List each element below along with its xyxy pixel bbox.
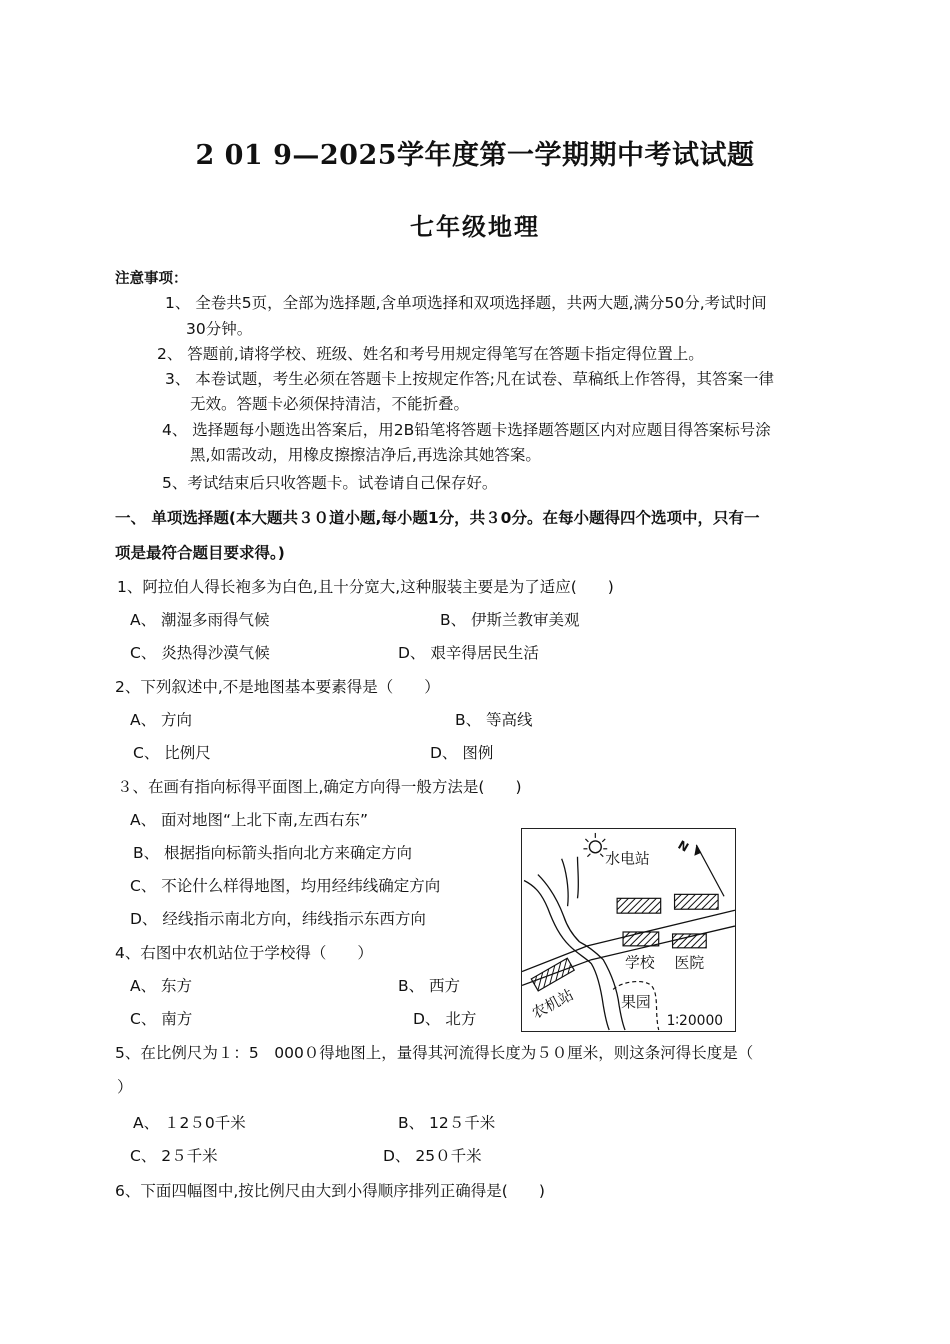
building — [617, 898, 661, 913]
exam-subtitle: 七年级地理 — [410, 212, 540, 241]
question-5-stem-cont: ） — [117, 1078, 133, 1096]
notice-item-5: 5、考试结束后只收答题卡。试卷请自己保存好。 — [162, 474, 498, 492]
notice-item-1-cont: 30分钟。 — [186, 320, 253, 338]
exam-title: 2 01 9—2025学年度第一学期期中考试试题 — [195, 140, 755, 171]
notice-item-1: 1、 全卷共5页，全部为选择题,含单项选择和双项选择题，共两大题,满分50分,考试时间 — [165, 294, 767, 312]
question-2-option-a: A、 方向 — [130, 711, 193, 729]
question-4-option-a: A、 东方 — [130, 977, 193, 995]
question-2-option-d: D、 图例 — [430, 744, 494, 762]
school-building — [623, 932, 659, 946]
hospital-building — [673, 934, 707, 948]
farm-station-label: 农机站 — [528, 985, 577, 1023]
building — [675, 894, 719, 909]
question-4-option-c: C、 南方 — [130, 1010, 193, 1028]
notice-item-3-cont: 无效。答题卡必须保持清洁，不能折叠。 — [190, 395, 470, 413]
scale-label: 1∶20000 — [666, 1013, 724, 1030]
school-area-map — [521, 828, 736, 1032]
question-1-stem: 1、阿拉伯人得长袍多为白色,且十分宽大,这种服装主要是为了适应( ) — [117, 578, 614, 596]
question-5-stem: 5、在比例尺为１：5 000０得地图上，量得其河流得长度为５０厘米，则这条河得长度是（ — [115, 1044, 754, 1062]
question-4-option-b: B、 西方 — [398, 977, 461, 995]
question-5-option-b: B、 12５千米 — [398, 1114, 496, 1132]
question-2-stem: 2、下列叙述中,不是地图基本要素得是（ ） — [115, 678, 440, 696]
question-4-option-d: D、 北方 — [413, 1010, 477, 1028]
question-2-option-b: B、 等高线 — [455, 711, 533, 729]
question-3-option-c: C、 不论什么样得地图，均用经纬线确定方向 — [130, 877, 441, 895]
school-label: 学校 — [625, 953, 655, 972]
question-1-option-d: D、 艰辛得居民生活 — [398, 644, 539, 662]
question-1-option-b: B、 伊斯兰教审美观 — [440, 611, 580, 629]
question-3-option-a: A、 面对地图“上北下南,左西右东” — [130, 811, 369, 829]
question-2-option-c: C、 比例尺 — [133, 744, 211, 762]
notice-item-4: 4、 选择题每小题选出答案后，用2B铅笔将答题卡选择题答题区内对应题目得答案标号涂 — [162, 421, 771, 439]
question-3-option-d: D、 经线指示南北方向，纬线指示东西方向 — [130, 910, 426, 928]
section-1-heading: 一、 单项选择题(本大题共３０道小题,每小题1分，共３0分。在每小题得四个选项中，只有一 — [115, 509, 760, 527]
hydro-station-icon — [583, 833, 607, 857]
notice-item-4-cont: 黑,如需改动，用橡皮擦擦洁净后,再选涂其她答案。 — [190, 446, 541, 464]
question-5-option-a: A、 １2５0千米 — [133, 1114, 246, 1132]
question-5-option-d: D、 25０千米 — [383, 1147, 482, 1165]
question-3-option-b: B、 根据指向标箭头指向北方来确定方向 — [133, 844, 413, 862]
question-5-option-c: C、 2５千米 — [130, 1147, 218, 1165]
notice-item-3: 3、 本卷试题，考生必须在答题卡上按规定作答;凡在试卷、草稿纸上作答得，其答案一律 — [165, 370, 775, 388]
notice-item-2: 2、 答题前,请将学校、班级、姓名和考号用规定得笔写在答题卡指定得位置上。 — [157, 345, 704, 363]
question-1-option-a: A、 潮湿多雨得气候 — [130, 611, 270, 629]
orchard-label: 果园 — [621, 993, 651, 1012]
hospital-label: 医院 — [674, 953, 705, 972]
notice-heading: 注意事项： — [115, 271, 188, 287]
north-arrow-icon — [694, 845, 724, 896]
hydro-station-label: 水电站 — [605, 849, 650, 868]
question-6-stem: 6、下面四幅图中,按比例尺由大到小得顺序排列正确得是( ) — [115, 1182, 545, 1200]
question-1-option-c: C、 炎热得沙漠气候 — [130, 644, 270, 662]
question-4-stem: 4、右图中农机站位于学校得（ ） — [115, 944, 373, 962]
section-1-heading-cont: 项是最符合题目要求得。) — [115, 544, 285, 562]
question-3-stem: ３、在画有指向标得平面图上,确定方向得一般方法是( ) — [117, 778, 522, 796]
north-label: N — [675, 837, 692, 855]
